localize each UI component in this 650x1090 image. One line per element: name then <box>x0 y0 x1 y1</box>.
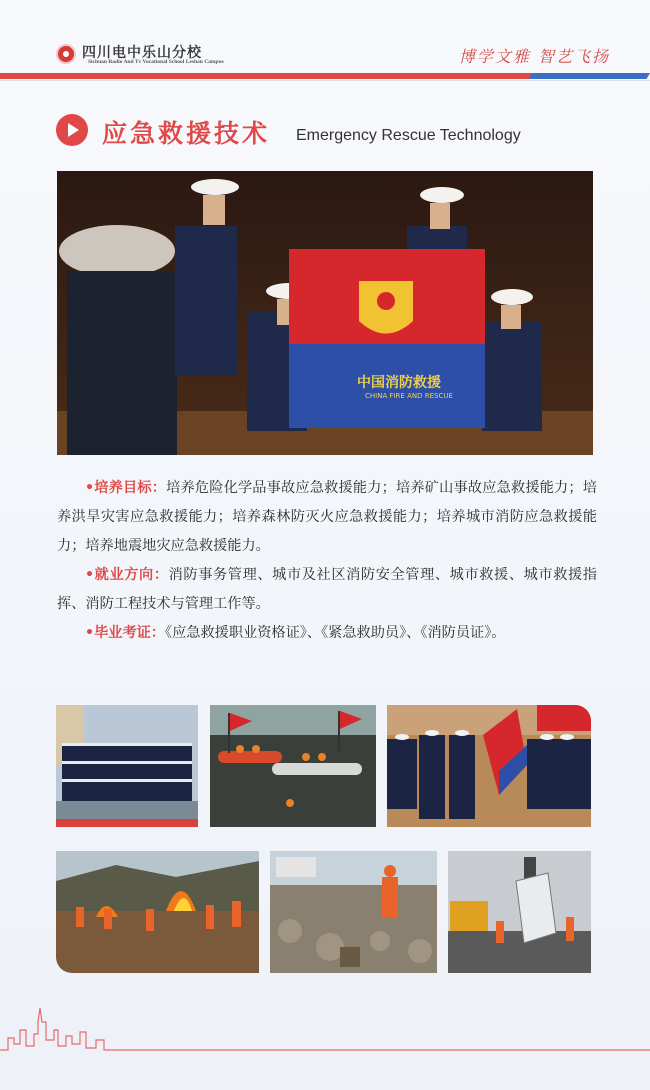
paragraph-training-goals <box>57 474 597 561</box>
play-icon <box>56 114 88 146</box>
body-text <box>57 474 597 648</box>
paragraph-employment <box>57 561 597 619</box>
header-rule-blue <box>529 73 650 79</box>
gallery-photo-water-rescue <box>210 705 376 827</box>
gallery-photo-group <box>56 705 198 827</box>
school-name: 四川电中乐山分校 <box>82 45 202 61</box>
skyline-decoration <box>0 1000 650 1060</box>
gallery-photo-rubble-search <box>270 851 437 973</box>
paragraph-label: •毕业考证： <box>85 625 166 641</box>
paragraph-text: 培养危险化学品事故应急救援能力；培养矿山事故应急救援能力；培养洪旱灾害应急救援能力；培养森林防灭火应急救援能力；培养城市消防应急救援能力；培养地震地灾应急救援能力。 <box>57 480 597 554</box>
gallery-photo-forest-fire <box>56 851 259 973</box>
gallery-photo-vehicle-rescue <box>448 851 591 973</box>
gallery-photo-flag-march <box>387 705 591 827</box>
paragraph-label: •培养目标： <box>85 480 167 496</box>
paragraph-certificates <box>57 619 597 648</box>
school-name-en: Sichuan Radio And Tv Vocational School Leshan Campus <box>88 59 224 65</box>
section-title-en: Emergency Rescue Technology <box>296 127 521 144</box>
page-header <box>0 0 650 80</box>
paragraph-label: •就业方向： <box>85 567 169 583</box>
flag-text: 中国消防救援 <box>357 375 441 391</box>
main-photo <box>57 171 593 455</box>
paragraph-text: 消防事务管理、城市及社区消防安全管理、城市救援、城市救援指挥、消防工程技术与管理工作等。 <box>57 567 597 612</box>
school-motto: 博学文雅 智艺飞扬 <box>458 47 610 66</box>
school-logo-icon <box>56 44 76 64</box>
paragraph-text: 《应急救援职业资格证》、《紧急救助员》、《消防员证》。 <box>165 625 506 641</box>
section-title: 应急救援技术 <box>102 119 271 148</box>
header-rule-thin <box>0 80 650 81</box>
flag-text-en: CHINA FIRE AND RESCUE <box>365 392 453 400</box>
header-rule-red <box>0 73 540 79</box>
